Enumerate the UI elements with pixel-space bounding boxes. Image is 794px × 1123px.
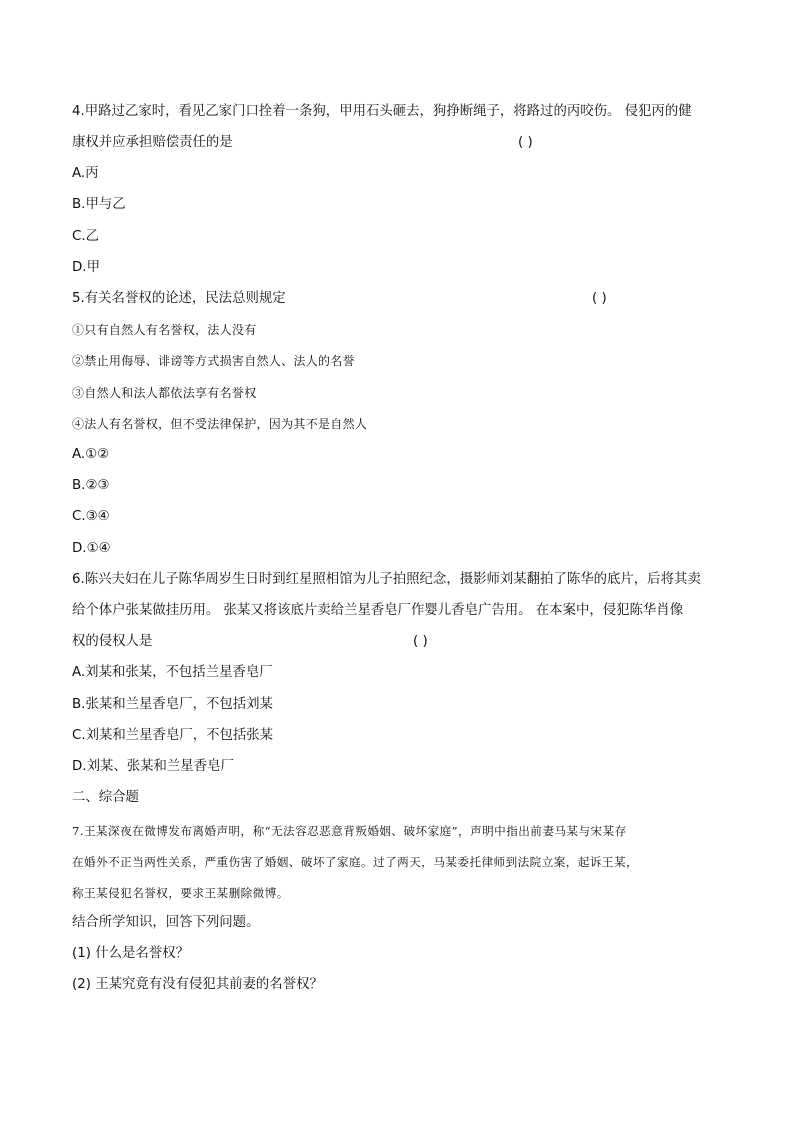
q6-option-c: C.刘某和兰星香皂厂，不包括张某	[72, 728, 274, 743]
section-heading: 二、综合题	[72, 790, 139, 805]
q7-instruction: 结合所学知识，回答下列问题。	[72, 915, 260, 930]
q5-statement-2: ②禁止用侮辱、诽谤等方式损害自然人、法人的名誉	[72, 354, 355, 368]
q5-stem: 5.有关名誉权的论述，民法总则规定	[72, 291, 286, 306]
q4-answer-blank: ( )	[518, 135, 533, 150]
q6-stem-line-1: 6.陈兴夫妇在儿子陈华周岁生日时到红星照相馆为儿子拍照纪念，摄影师刘某翻拍了陈华的底片，后将其卖	[72, 572, 701, 587]
q4-option-d: D.甲	[72, 260, 100, 275]
q5-option-a: A.①②	[72, 447, 110, 462]
q5-answer-blank: ( )	[592, 291, 607, 306]
q5-statement-4: ④法人有名誉权，但不受法律保护，因为其不是自然人	[72, 417, 368, 431]
q4-stem-line-2: 康权并应承担赔偿责任的是	[72, 135, 233, 150]
q7-subquestion-2: (2) 王某究竟有没有侵犯其前妻的名誉权？	[72, 977, 323, 992]
q4-option-c: C.乙	[72, 229, 99, 244]
q7-passage-line-3: 称王某侵犯名誉权，要求王某删除微博。	[72, 886, 289, 900]
q5-option-b: B.②③	[72, 478, 110, 493]
q6-stem-line-3: 权的侵权人是	[72, 634, 153, 649]
q5-option-c: C.③④	[72, 509, 110, 524]
q6-option-b: B.张某和兰星香皂厂，不包括刘某	[72, 697, 273, 712]
q7-passage-line-1: 7.王某深夜在微博发布离婚声明，称“无法容忍恶意背叛婚姻、破坏家庭”，声明中指出前妻马某与宋某存	[72, 824, 627, 838]
q6-option-d: D.刘某、张某和兰星香皂厂	[72, 759, 234, 774]
q7-passage-line-2: 在婚外不正当两性关系，严重伤害了婚姻、破坏了家庭。过了两天，马某委托律师到法院立案，起诉王某，	[72, 855, 639, 869]
q6-answer-blank: ( )	[413, 634, 428, 649]
q7-subquestion-1: (1) 什么是名誉权？	[72, 946, 189, 961]
q5-statement-1: ①只有自然人有名誉权，法人没有	[72, 323, 257, 337]
q6-option-a: A.刘某和张某，不包括兰星香皂厂	[72, 665, 273, 680]
q5-statement-3: ③自然人和法人都依法享有名誉权	[72, 386, 257, 400]
q6-stem-line-2: 给个体户张某做挂历用。 张某又将该底片卖给兰星香皂厂作婴儿香皂广告用。 在本案中，侵犯陈华肖像	[72, 603, 684, 618]
q4-option-b: B.甲与乙	[72, 197, 126, 212]
q5-option-d: D.①④	[72, 541, 111, 556]
q4-option-a: A.丙	[72, 166, 99, 181]
q4-stem-line-1: 4.甲路过乙家时，看见乙家门口拴着一条狗，甲用石头砸去，狗挣断绳子，将路过的丙咬伤。 侵犯丙的健	[72, 104, 692, 119]
